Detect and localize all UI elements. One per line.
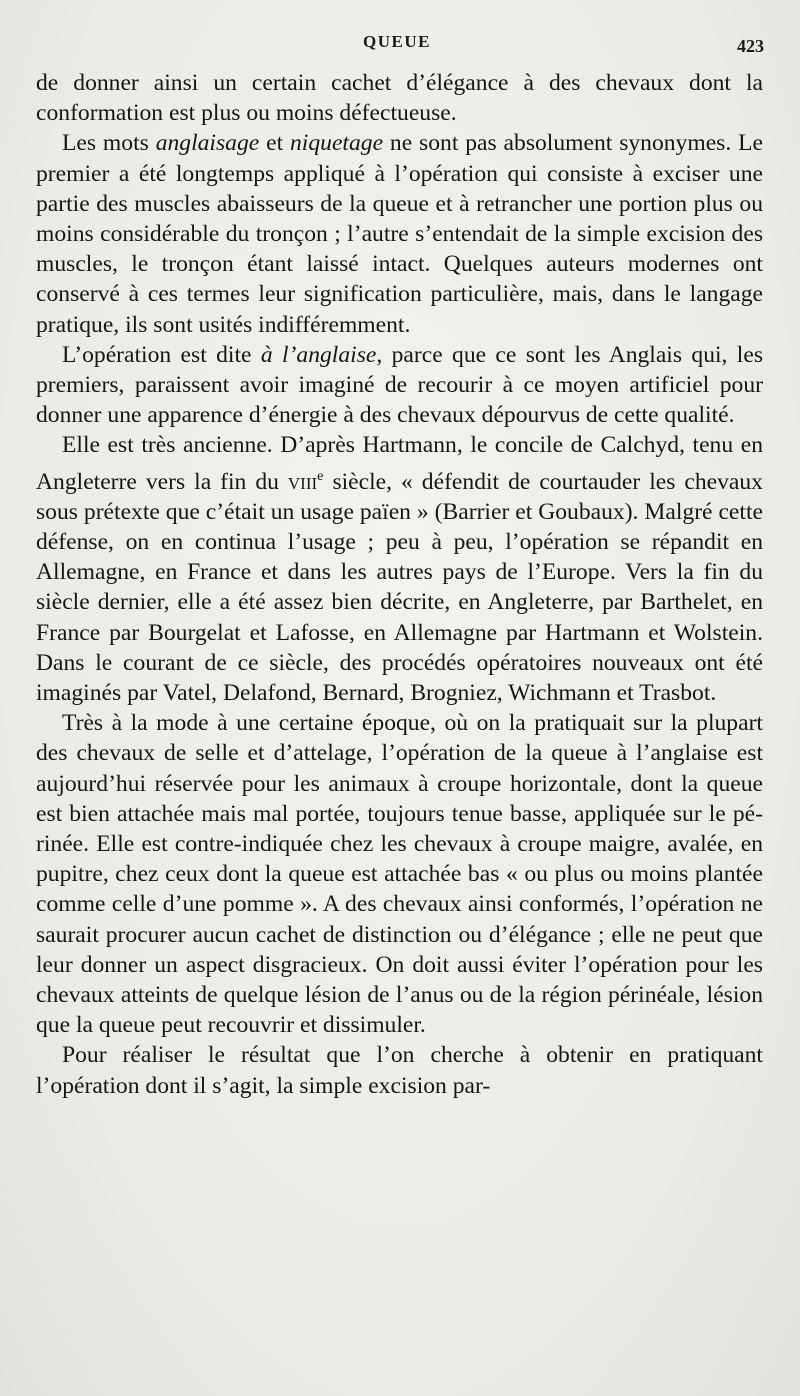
paragraph [36, 340, 763, 431]
italic-term: niquetage [290, 130, 384, 157]
text-run: Les mots [62, 130, 156, 157]
paragraph [36, 68, 763, 128]
superscript: e [317, 467, 324, 484]
text-run: Pour réaliser le résultat que l’on cherche à obtenir en pratiquant l’opération dont il s’agit, la simple excision par- [36, 1042, 763, 1099]
text-run: Elle est très ancienne. D’après Hartmann, le concile de Calchyd, tenu en Angleterre vers la fin du [36, 432, 763, 495]
roman-numeral: viii [287, 468, 318, 495]
page-header [30, 30, 764, 60]
paragraph [36, 708, 763, 1040]
text-run: Très à la mode à une certaine époque, où on la pratiquait sur la plupart des chevaux de selle et d’attelage, l’opération de la queue à l’anglaise est aujourd’hui réservée pour les animaux à croupe horizontale, dont la queue est bien attachée mais mal portée, toujours tenue basse, appliquée sur le périnée. Elle est contre-indiquée chez les chevaux à croupe maigre, avalée, en pupitre, chez ceux dont la queue est attachée bas « ou plus ou moins plantée comme celle d’une pomme ». A des chevaux ainsi conformés, l’opération ne saurait procurer aucun cachet de distinction ou d’élégance ; elle ne peut que leur donner un aspect disgracieux. On doit aussi éviter l’opération pour les chevaux atteints de quelque lésion de l’anus ou de la région périnéale, lésion que la queue peut recouvrir et dissimuler. [36, 710, 763, 1039]
italic-term: à l’anglaise [260, 341, 377, 368]
text-run: siècle, « défendit de courtauder les chevaux sous prétexte que c’était un usage païen » (Barrier et Goubaux). Malgré cette défense, on en continua l’usage ; peu à peu, l’opération se répandit en Allemagne, en France et dans les autres pays de l’Europe. Vers la fin du siècle dernier, elle a été assez bien décrite, en Angleterre, par Barthelet, en France par Bourgelat et Lafosse, en Allemagne par Hartmann et Wolstein. Dans le courant de ce siècle, des procédés opératoires nouveaux ont été imaginés par Vatel, Delafond, Bernard, Brogniez, Wichmann et Trasbot. [36, 468, 763, 706]
body-text [36, 68, 763, 1101]
text-run: et [259, 130, 290, 157]
page-number: 423 [737, 36, 764, 56]
paragraph [36, 1040, 763, 1100]
paragraph [36, 128, 763, 339]
text-run: , parce que ce sont les Anglais qui, les premiers, paraissent avoir imaginé de recourir à ce moyen artificiel pour donner une apparence d’énergie à des chevaux dépourvus de cette qualité. [36, 341, 763, 429]
text-run: L’opération est dite [62, 341, 261, 368]
running-head: QUEUE [363, 32, 431, 51]
text-run: de donner ainsi un certain cachet d’élégance à des chevaux dont la conformation est plus ou moins défectueuse. [36, 70, 763, 127]
paragraph [36, 430, 763, 708]
text-run: ne sont pas absolument synonymes. Le premier a été longtemps appliqué à l’opération qui consiste à exciser une partie des muscles abaisseurs de la queue et à retrancher une portion plus ou moins considérable du tronçon ; l’autre s’entendait de la simple excision des muscles, le tronçon étant laissé intact. Quelques auteurs modernes ont conservé à ces termes leur signification particulière, mais, dans le langage pratique, ils sont usités indifféremment. [36, 130, 764, 338]
italic-term: anglaisage [155, 130, 260, 157]
